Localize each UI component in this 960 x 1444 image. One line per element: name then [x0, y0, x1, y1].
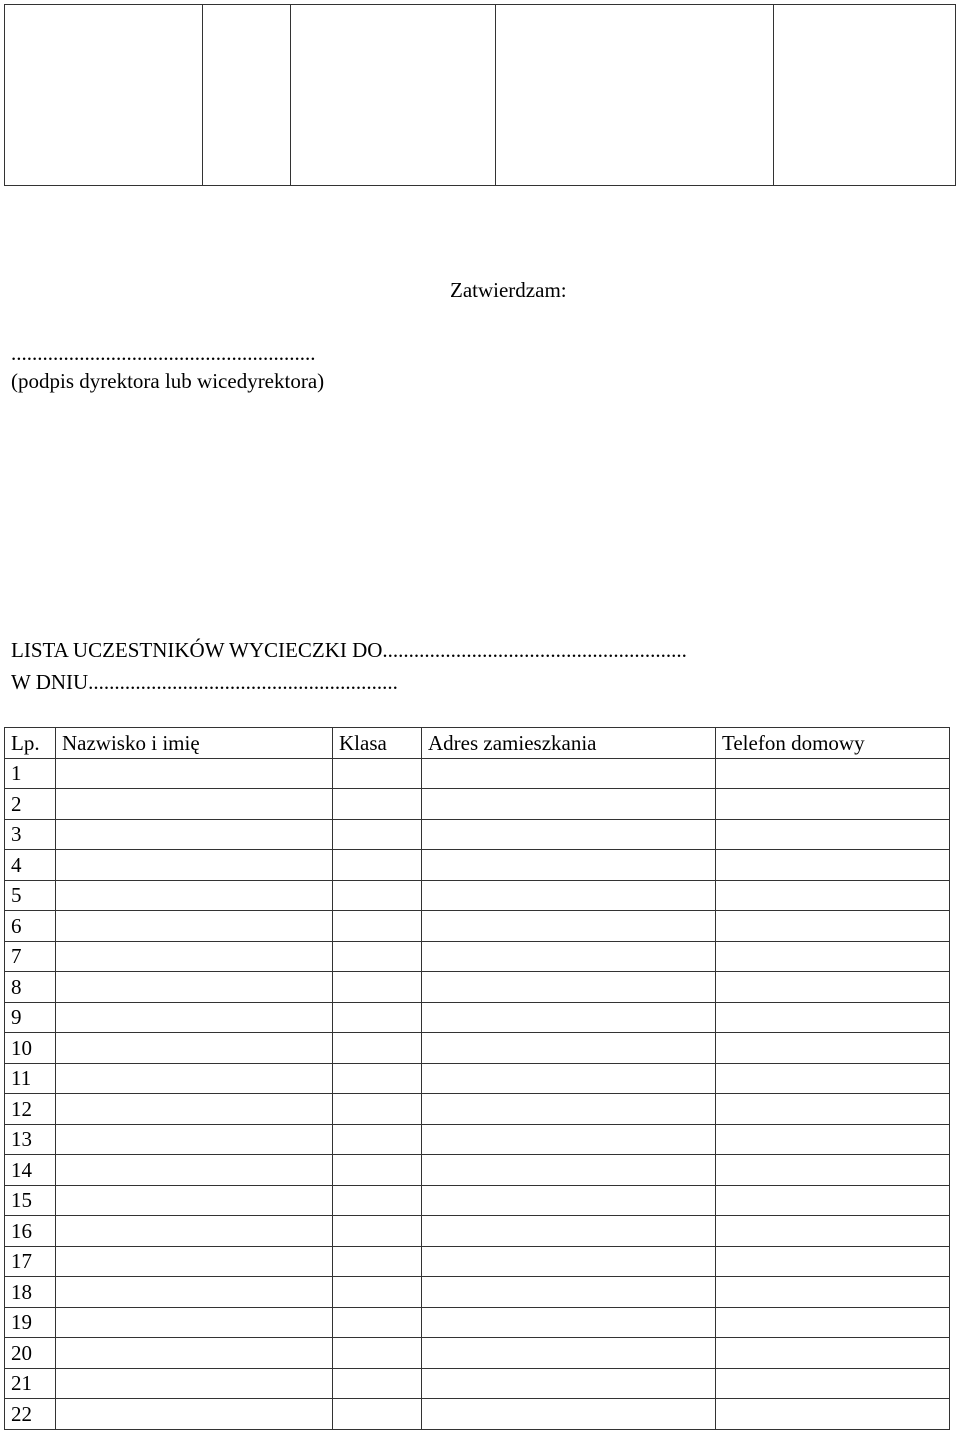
address-cell[interactable] [422, 1094, 716, 1125]
row-number: 10 [5, 1033, 56, 1064]
name-cell[interactable] [56, 1338, 333, 1369]
row-number: 9 [5, 1002, 56, 1033]
class-cell[interactable] [333, 819, 422, 850]
phone-cell[interactable] [716, 1155, 950, 1186]
row-number: 12 [5, 1094, 56, 1125]
row-number: 17 [5, 1246, 56, 1277]
name-cell[interactable] [56, 941, 333, 972]
row-number: 5 [5, 880, 56, 911]
address-cell[interactable] [422, 1002, 716, 1033]
address-cell[interactable] [422, 1033, 716, 1064]
header-box-5 [774, 5, 955, 185]
class-cell[interactable] [333, 758, 422, 789]
class-cell[interactable] [333, 1155, 422, 1186]
name-cell[interactable] [56, 1399, 333, 1430]
address-cell[interactable] [422, 789, 716, 820]
phone-cell[interactable] [716, 1094, 950, 1125]
class-cell[interactable] [333, 1063, 422, 1094]
name-cell[interactable] [56, 1307, 333, 1338]
class-cell[interactable] [333, 1216, 422, 1247]
table-row [5, 941, 950, 972]
row-number: 4 [5, 850, 56, 881]
address-cell[interactable] [422, 1216, 716, 1247]
class-cell[interactable] [333, 972, 422, 1003]
name-cell[interactable] [56, 972, 333, 1003]
name-cell[interactable] [56, 850, 333, 881]
table-row [5, 1246, 950, 1277]
phone-cell[interactable] [716, 1307, 950, 1338]
table-header-row [5, 728, 950, 759]
name-cell[interactable] [56, 1368, 333, 1399]
row-number: 13 [5, 1124, 56, 1155]
name-cell[interactable] [56, 1216, 333, 1247]
row-number: 3 [5, 819, 56, 850]
name-cell[interactable] [56, 789, 333, 820]
signature-caption: (podpis dyrektora lub wicedyrektora) [11, 369, 325, 393]
row-number: 21 [5, 1368, 56, 1399]
class-cell[interactable] [333, 1002, 422, 1033]
row-number: 14 [5, 1155, 56, 1186]
row-number: 19 [5, 1307, 56, 1338]
table-row [5, 1094, 950, 1125]
class-cell[interactable] [333, 1399, 422, 1430]
header-boxes [4, 4, 956, 186]
address-cell[interactable] [422, 1368, 716, 1399]
name-cell[interactable] [56, 1002, 333, 1033]
phone-cell[interactable] [716, 1246, 950, 1277]
phone-cell[interactable] [716, 1124, 950, 1155]
phone-cell[interactable] [716, 1063, 950, 1094]
row-number: 8 [5, 972, 56, 1003]
address-cell[interactable] [422, 1338, 716, 1369]
class-cell[interactable] [333, 1094, 422, 1125]
address-cell[interactable] [422, 1277, 716, 1308]
row-number: 6 [5, 911, 56, 942]
header-box-1 [5, 5, 203, 185]
row-number: 20 [5, 1338, 56, 1369]
table-row [5, 1216, 950, 1247]
table-row [5, 1338, 950, 1369]
table-row [5, 1185, 950, 1216]
class-cell[interactable] [333, 941, 422, 972]
address-cell[interactable] [422, 819, 716, 850]
address-cell[interactable] [422, 1399, 716, 1430]
table-row [5, 1307, 950, 1338]
participants-table [4, 727, 950, 1430]
address-cell[interactable] [422, 1246, 716, 1277]
header-box-2 [203, 5, 291, 185]
class-cell[interactable] [333, 1368, 422, 1399]
header-class: Klasa [333, 728, 422, 759]
document-title: LISTA UCZESTNIKÓW WYCIECZKI DO.......................................................... [11, 638, 687, 662]
row-number: 22 [5, 1399, 56, 1430]
table-row [5, 1002, 950, 1033]
table-row [5, 1124, 950, 1155]
phone-cell[interactable] [716, 1399, 950, 1430]
row-number: 7 [5, 941, 56, 972]
phone-cell[interactable] [716, 1185, 950, 1216]
address-cell[interactable] [422, 1124, 716, 1155]
address-cell[interactable] [422, 1155, 716, 1186]
name-cell[interactable] [56, 1094, 333, 1125]
phone-cell[interactable] [716, 819, 950, 850]
class-cell[interactable] [333, 1277, 422, 1308]
name-cell[interactable] [56, 880, 333, 911]
table-row [5, 1368, 950, 1399]
table-row [5, 972, 950, 1003]
table-row [5, 1399, 950, 1430]
phone-cell[interactable] [716, 1368, 950, 1399]
table-row [5, 1063, 950, 1094]
phone-cell[interactable] [716, 972, 950, 1003]
row-number: 1 [5, 758, 56, 789]
address-cell[interactable] [422, 758, 716, 789]
header-phone: Telefon domowy [716, 728, 950, 759]
header-lp: Lp. [5, 728, 56, 759]
header-name: Nazwisko i imię [56, 728, 333, 759]
table-row [5, 850, 950, 881]
name-cell[interactable] [56, 1033, 333, 1064]
table-row [5, 1277, 950, 1308]
class-cell[interactable] [333, 1124, 422, 1155]
header-box-4 [496, 5, 774, 185]
name-cell[interactable] [56, 1246, 333, 1277]
row-number: 15 [5, 1185, 56, 1216]
address-cell[interactable] [422, 1185, 716, 1216]
header-box-3 [291, 5, 496, 185]
address-cell[interactable] [422, 880, 716, 911]
phone-cell[interactable] [716, 941, 950, 972]
approval-label: Zatwierdzam: [450, 278, 567, 302]
phone-cell[interactable] [716, 1002, 950, 1033]
class-cell[interactable] [333, 1338, 422, 1369]
address-cell[interactable] [422, 941, 716, 972]
class-cell[interactable] [333, 1307, 422, 1338]
address-cell[interactable] [422, 911, 716, 942]
phone-cell[interactable] [716, 1033, 950, 1064]
table-row [5, 880, 950, 911]
phone-cell[interactable] [716, 850, 950, 881]
table-row [5, 758, 950, 789]
address-cell[interactable] [422, 1307, 716, 1338]
class-cell[interactable] [333, 850, 422, 881]
name-cell[interactable] [56, 1185, 333, 1216]
table-row [5, 819, 950, 850]
phone-cell[interactable] [716, 1338, 950, 1369]
phone-cell[interactable] [716, 1216, 950, 1247]
class-cell[interactable] [333, 789, 422, 820]
name-cell[interactable] [56, 911, 333, 942]
phone-cell[interactable] [716, 911, 950, 942]
address-cell[interactable] [422, 1063, 716, 1094]
name-cell[interactable] [56, 819, 333, 850]
table-row [5, 789, 950, 820]
signature-line: .......................................................... [11, 341, 316, 365]
row-number: 2 [5, 789, 56, 820]
phone-cell[interactable] [716, 758, 950, 789]
phone-cell[interactable] [716, 1277, 950, 1308]
address-cell[interactable] [422, 850, 716, 881]
table-row [5, 1033, 950, 1064]
address-cell[interactable] [422, 972, 716, 1003]
class-cell[interactable] [333, 1185, 422, 1216]
name-cell[interactable] [56, 1155, 333, 1186]
row-number: 18 [5, 1277, 56, 1308]
table-row [5, 1155, 950, 1186]
class-cell[interactable] [333, 1246, 422, 1277]
document-date-line: W DNIU........................................................... [11, 670, 398, 694]
name-cell[interactable] [56, 1063, 333, 1094]
class-cell[interactable] [333, 880, 422, 911]
phone-cell[interactable] [716, 880, 950, 911]
name-cell[interactable] [56, 758, 333, 789]
header-address: Adres zamieszkania [422, 728, 716, 759]
class-cell[interactable] [333, 1033, 422, 1064]
name-cell[interactable] [56, 1277, 333, 1308]
table-body [5, 758, 950, 1429]
class-cell[interactable] [333, 911, 422, 942]
phone-cell[interactable] [716, 789, 950, 820]
name-cell[interactable] [56, 1124, 333, 1155]
row-number: 16 [5, 1216, 56, 1247]
table-row [5, 911, 950, 942]
row-number: 11 [5, 1063, 56, 1094]
